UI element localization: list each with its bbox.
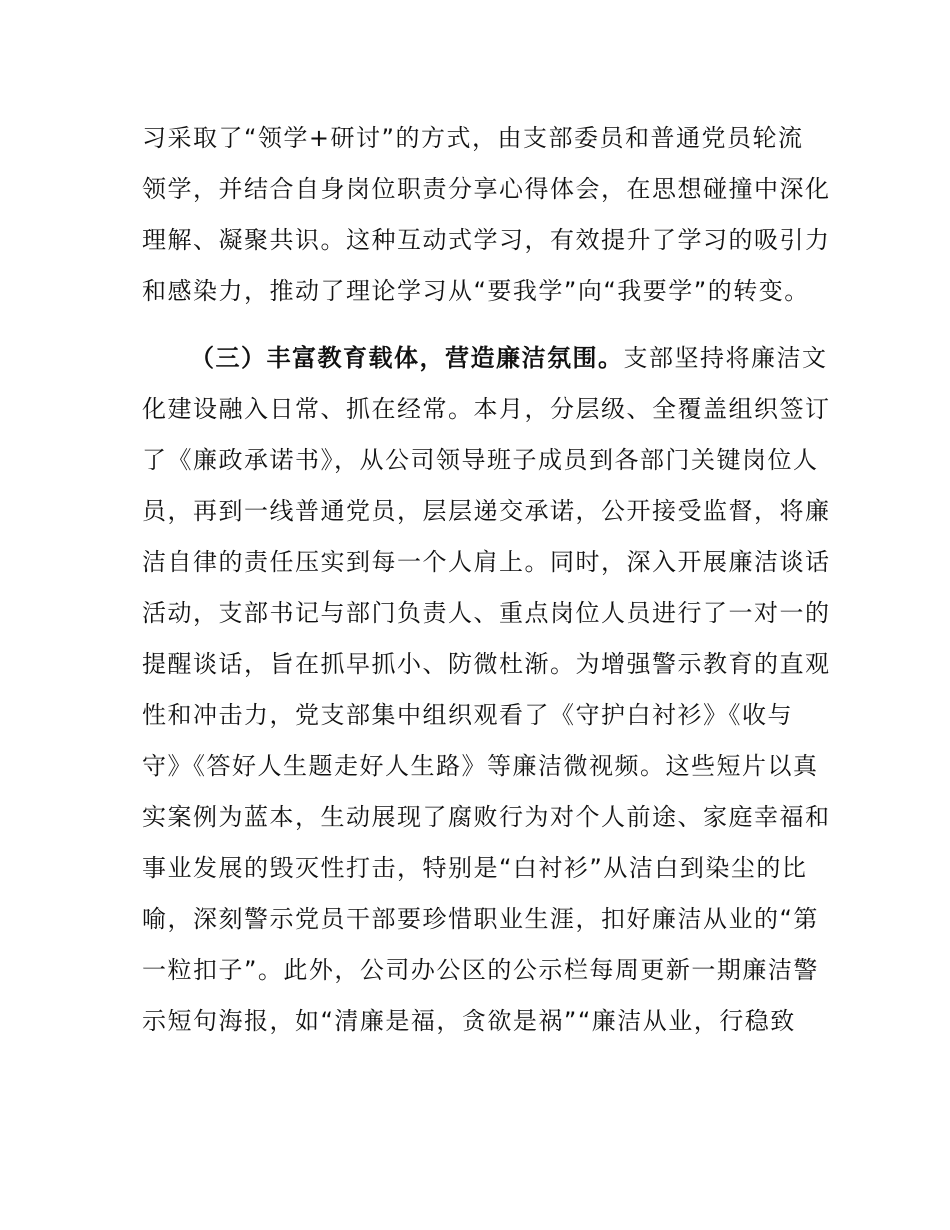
paragraph-line: 事业发展的毁灭性打击，特别是“白衬衫”从洁白到染尘的比 <box>142 854 808 882</box>
paragraph-line: 理解、凝聚共识。这种互动式学习，有效提升了学习的吸引力 <box>142 226 831 254</box>
paragraph-line: 领学，并结合自身岗位职责分享心得体会，在思想碰撞中深化 <box>142 175 831 203</box>
paragraph-line-continuation: 支部坚持将廉洁文 <box>623 344 828 372</box>
paragraph-line: 提醒谈话，旨在抓早抓小、防微杜渐。为增强警示教育的直观 <box>142 650 831 678</box>
paragraph-line: 性和冲击力，党支部集中组织观看了《守护白衬衫》《收与 <box>142 701 793 729</box>
paragraph-line: 洁自律的责任压实到每一个人肩上。同时，深入开展廉洁谈话 <box>142 548 831 576</box>
paragraph-line: 活动，支部书记与部门负责人、重点岗位人员进行了一对一的 <box>142 599 831 627</box>
paragraph-line: 示短句海报，如“清廉是福，贪欲是祸”“廉洁从业，行稳致 <box>142 1007 796 1035</box>
paragraph-line: 守》《答好人生题走好人生路》等廉洁微视频。这些短片以真 <box>142 752 819 780</box>
paragraph-line: 员，再到一线普通党员，层层递交承诺，公开接受监督，将廉 <box>142 497 831 525</box>
paragraph-line: 习采取了“领学+研讨”的方式，由支部委员和普通党员轮流 <box>142 124 804 152</box>
paragraph-line: 喻，深刻警示党员干部要珍惜职业生涯，扣好廉洁从业的“第 <box>142 905 819 933</box>
paragraph-line: 化建设融入日常、抓在经常。本月，分层级、全覆盖组织签订 <box>142 395 831 423</box>
paragraph-line: 一粒扣子”。此外，公司办公区的公示栏每周更新一期廉洁警 <box>142 956 819 984</box>
paragraph-line: 了《廉政承诺书》，从公司领导班子成员到各部门关键岗位人 <box>142 446 819 474</box>
section-heading: （三）丰富教育载体，营造廉洁氛围。 <box>190 344 624 372</box>
paragraph-line: 实案例为蓝本，生动展现了腐败行为对个人前途、家庭幸福和 <box>142 803 831 831</box>
paragraph-line: 和感染力，推动了理论学习从“要我学”向“我要学”的转变。 <box>142 277 810 305</box>
section-heading-line <box>190 338 828 378</box>
